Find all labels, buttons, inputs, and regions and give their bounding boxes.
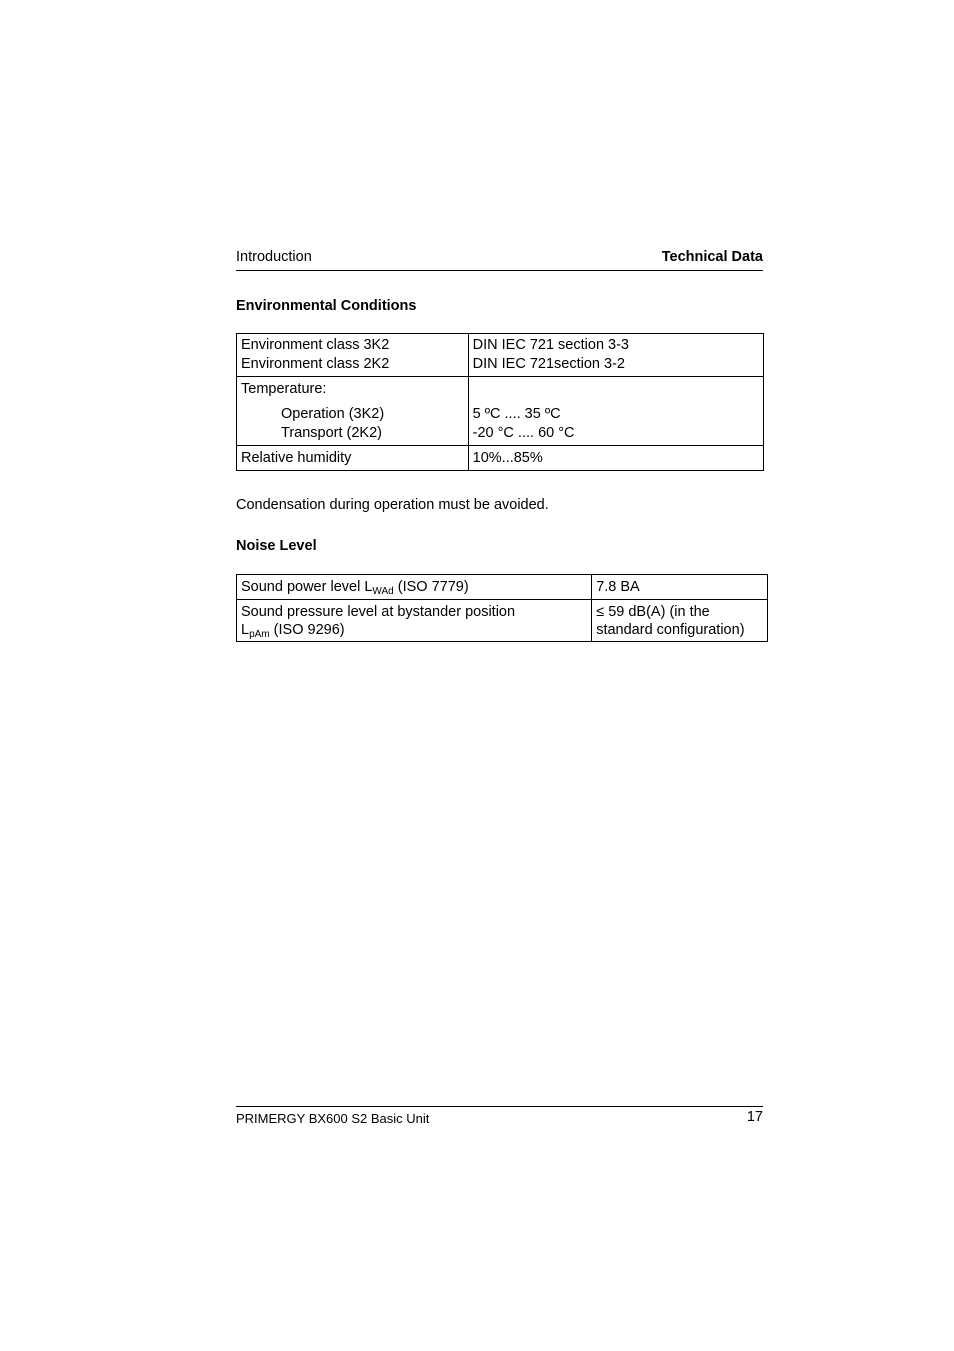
operation-label: Operation (3K2) <box>281 406 385 422</box>
sound-pressure-label <box>237 600 592 642</box>
operation-value: 5 ºC .... 35 ºC <box>472 406 561 422</box>
condensation-note: Condensation during operation must be avoided. <box>236 497 549 513</box>
transport-value: -20 °C .... 60 °C <box>472 425 575 441</box>
footer-rule <box>236 1106 763 1107</box>
table-cell <box>237 377 469 446</box>
table-cell <box>468 334 763 377</box>
humidity-value: 10%...85% <box>468 446 763 471</box>
label-text: L <box>241 622 250 638</box>
noise-table <box>236 574 768 642</box>
table-row <box>237 575 768 600</box>
subscript: WAd <box>372 586 394 597</box>
table-cell <box>468 377 763 446</box>
table-row <box>237 377 764 446</box>
header-section: Introduction <box>236 249 312 265</box>
env-class-3k2-value: DIN IEC 721 section 3-3 <box>472 337 629 353</box>
label-text: Sound pressure level at bystander position <box>241 604 516 620</box>
header-chapter: Technical Data <box>661 249 763 265</box>
env-table <box>236 333 764 471</box>
sound-pressure-value <box>592 600 768 642</box>
table-row <box>237 600 768 642</box>
label-text: (ISO 7779) <box>393 579 469 595</box>
env-class-3k2-label: Environment class 3K2 <box>241 337 390 353</box>
env-class-2k2-label: Environment class 2K2 <box>241 356 390 372</box>
transport-label: Transport (2K2) <box>281 425 382 441</box>
sound-power-value: 7.8 BA <box>592 575 768 600</box>
temperature-label: Temperature: <box>241 381 327 397</box>
label-text: Sound power level L <box>241 579 373 595</box>
subscript: pAm <box>249 629 270 640</box>
header-rule <box>236 270 763 271</box>
footer-product: PRIMERGY BX600 S2 Basic Unit <box>236 1111 430 1126</box>
table-cell <box>237 334 469 377</box>
value-text: standard configuration) <box>596 622 745 638</box>
sound-power-label <box>237 575 592 600</box>
humidity-label: Relative humidity <box>237 446 469 471</box>
table-row <box>237 446 764 471</box>
table-row <box>237 334 764 377</box>
value-text: ≤ 59 dB(A) (in the <box>596 604 710 620</box>
label-text: (ISO 9296) <box>269 622 345 638</box>
noise-heading: Noise Level <box>236 538 317 554</box>
page-number: 17 <box>746 1109 763 1125</box>
env-class-2k2-value: DIN IEC 721section 3-2 <box>472 356 625 372</box>
env-heading: Environmental Conditions <box>236 298 417 314</box>
